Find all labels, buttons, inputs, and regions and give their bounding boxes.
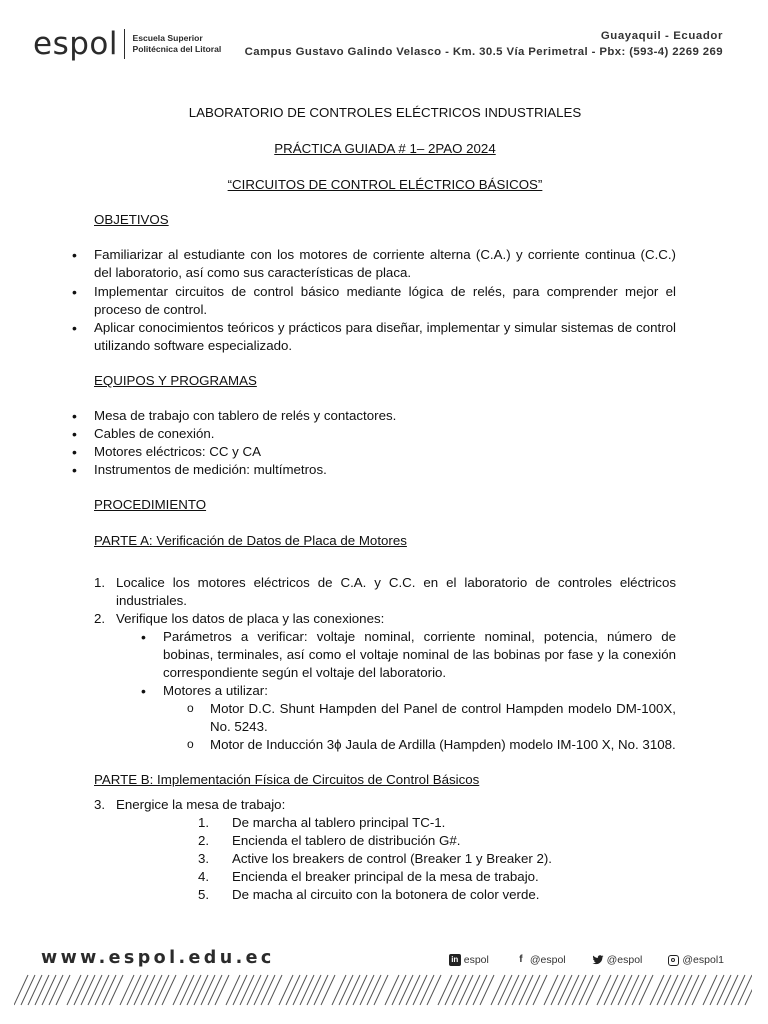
linkedin-link[interactable]: in espol xyxy=(449,954,489,966)
procedure-heading: PROCEDIMIENTO xyxy=(94,497,207,513)
logo-divider xyxy=(124,29,126,59)
list-item: 5. De macha al circuito con la botonera de color verde. xyxy=(198,887,540,903)
list-item: 3. Active los breakers de control (Breaker 1 y Breaker 2). xyxy=(198,850,552,866)
equipment-list xyxy=(72,407,676,479)
document-body xyxy=(94,104,676,904)
list-item: 2. Encienda el tablero de distribución G#. xyxy=(198,832,461,848)
list-item: • Parámetros a verificar: voltaje nominal, corriente nominal, potencia, número de bobinas, terminales, así como el voltaje nominal de las bobinas por fase y la conexión correspondiente según el voltaje del laboratorio. xyxy=(94,628,676,682)
list-item: • Implementar circuitos de control básico mediante lógica de relés, para comprender mejor el proceso de control. xyxy=(72,283,676,319)
twitter-icon xyxy=(592,954,604,966)
part-b-steps xyxy=(94,796,676,905)
list-item: 2. Verifique los datos de placa y las conexiones: xyxy=(94,610,385,626)
list-item: • Mesa de trabajo con tablero de relés y contactores. xyxy=(72,407,676,425)
linkedin-icon: in xyxy=(449,954,461,966)
list-item: 1. Localice los motores eléctricos de C.A. y C.C. en el laboratorio de controles eléctricos industriales. xyxy=(94,574,676,608)
page-footer xyxy=(0,940,768,1024)
part-a-heading: PARTE A: Verificación de Datos de Placa de Motores xyxy=(94,532,407,548)
header-contact xyxy=(245,29,723,59)
list-item: 1. De marcha al tablero principal TC-1. xyxy=(198,814,446,830)
logo-wordmark: espol xyxy=(33,25,118,62)
list-item: • Cables de conexión. xyxy=(72,425,676,443)
equipment-heading: EQUIPOS Y PROGRAMAS xyxy=(94,372,257,388)
part-b-heading: PARTE B: Implementación Física de Circuitos de Control Básicos xyxy=(94,771,480,787)
part-a-steps xyxy=(94,574,676,755)
facebook-link[interactable]: f @espol xyxy=(515,954,566,966)
social-links xyxy=(449,954,724,966)
list-item: o Motor D.C. Shunt Hampden del Panel de control Hampden modelo DM-100X, No. 5243. xyxy=(94,700,676,736)
list-item: • Aplicar conocimientos teóricos y prácticos para diseñar, implementar y simular sistemas de control utilizando software especializado. xyxy=(72,319,676,355)
decorative-hatch-band xyxy=(14,974,752,1006)
logo-institution-name: Escuela Superior Politécnica del Litoral xyxy=(132,33,222,54)
website-link[interactable]: www.espol.edu.ec xyxy=(41,948,275,968)
twitter-link[interactable]: @espol xyxy=(592,954,643,966)
document-subtitle: “CIRCUITOS DE CONTROL ELÉCTRICO BÁSICOS” xyxy=(227,177,543,193)
facebook-icon: f xyxy=(519,954,523,965)
objectives-list xyxy=(72,246,676,355)
instagram-link[interactable]: @espol1 xyxy=(668,954,724,966)
practice-title: PRÁCTICA GUIADA # 1– 2PAO 2024 xyxy=(274,141,496,157)
list-item: 4. Encienda el breaker principal de la mesa de trabajo. xyxy=(198,869,539,884)
list-item: o Motor de Inducción 3ϕ Jaula de Ardilla (Hampden) modelo IM-100 X, No. 3108. xyxy=(94,736,676,754)
objectives-heading: OBJETIVOS xyxy=(94,212,169,228)
list-item: • Motores a utilizar: xyxy=(94,682,676,700)
header-address: Campus Gustavo Galindo Velasco - Km. 30.5 Vía Perimetral - Pbx: (593-4) 2269 269 xyxy=(244,46,723,58)
list-item: 3. Energice la mesa de trabajo: xyxy=(94,796,286,812)
list-item: • Familiarizar al estudiante con los motores de corriente alterna (C.A.) y corriente continua (C.C.) del laboratorio, así como sus características de placa. xyxy=(72,246,676,282)
header-city: Guayaquil - Ecuador xyxy=(600,30,723,42)
espol-logo xyxy=(33,22,221,66)
instagram-icon xyxy=(668,955,679,966)
page-header xyxy=(0,0,768,80)
document-title: LABORATORIO DE CONTROLES ELÉCTRICOS INDUSTRIALES xyxy=(188,105,582,120)
list-item: • Instrumentos de medición: multímetros. xyxy=(72,461,676,479)
list-item: • Motores eléctricos: CC y CA xyxy=(72,443,676,461)
